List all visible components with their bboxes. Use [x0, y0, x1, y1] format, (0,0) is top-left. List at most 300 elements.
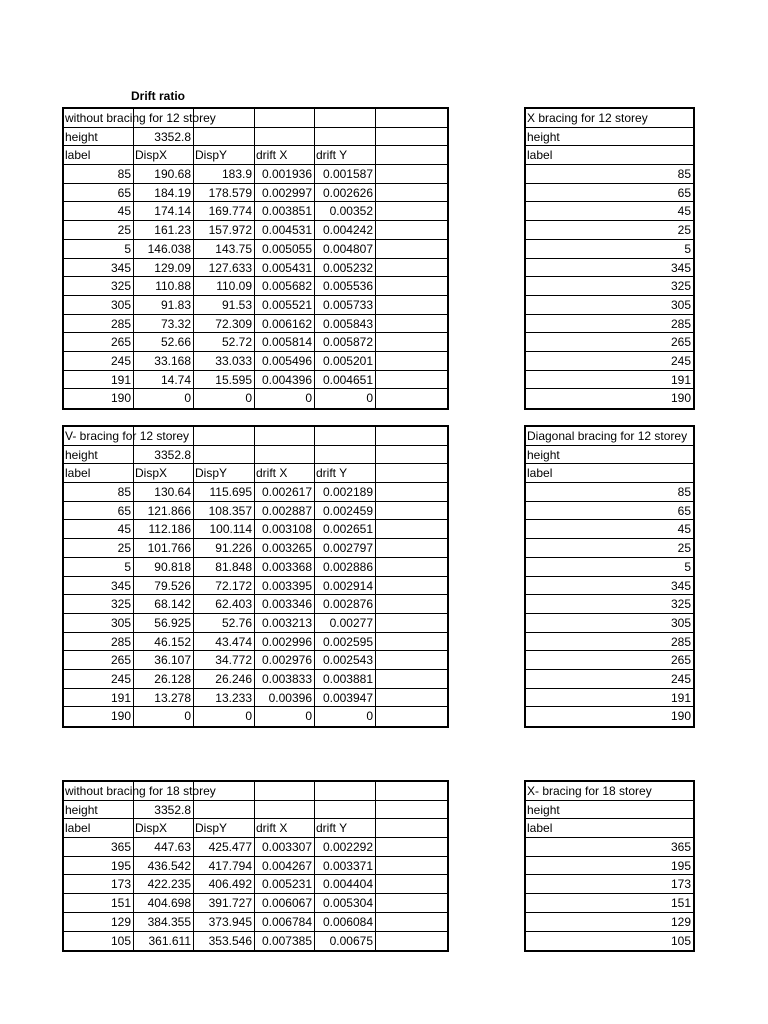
table-cell[interactable]: 0.003395 — [255, 577, 315, 595]
cell[interactable] — [376, 502, 446, 520]
table-cell[interactable]: 73.32 — [134, 315, 194, 333]
table-cell[interactable]: 14.74 — [134, 371, 194, 389]
column-header-dispx[interactable]: DispX — [134, 146, 194, 164]
table-cell[interactable]: 0.002459 — [315, 502, 376, 520]
cell[interactable] — [376, 857, 446, 875]
column-header-dispy[interactable]: DispY — [194, 819, 255, 837]
table-row-cell[interactable]: 129 — [670, 914, 691, 929]
height-label-cell[interactable]: height — [64, 801, 134, 819]
table-cell[interactable]: 191 — [64, 689, 134, 707]
table-row-cell[interactable]: 325 — [670, 279, 691, 294]
table-cell[interactable]: 190 — [64, 707, 134, 726]
column-header-label[interactable]: label — [64, 819, 134, 837]
table-cell[interactable]: 56.925 — [134, 614, 194, 632]
table-row-cell[interactable]: 191 — [670, 690, 691, 705]
table-row-cell[interactable]: 345 — [670, 578, 691, 593]
column-header-driftx[interactable]: drift X — [255, 464, 315, 482]
table-cell[interactable]: 0.006084 — [315, 913, 376, 931]
table-cell[interactable]: 65 — [64, 184, 134, 202]
height-value-cell[interactable]: 3352.8 — [134, 801, 194, 819]
cell[interactable] — [376, 427, 446, 445]
table-row — [526, 259, 693, 278]
caption-row-cell[interactable]: X bracing for 12 storey — [527, 111, 648, 125]
table-row — [526, 875, 693, 894]
table-cell[interactable]: 26.128 — [134, 670, 194, 688]
table-cell[interactable]: 0.006784 — [255, 913, 315, 931]
table-cell[interactable]: 0.005733 — [315, 296, 376, 314]
table-cell[interactable]: 0.003213 — [255, 614, 315, 632]
table-row-cell[interactable]: 191 — [670, 372, 691, 387]
height-row-cell[interactable]: height — [527, 802, 560, 817]
table-cell[interactable]: 85 — [64, 165, 134, 183]
right-table-2 — [524, 425, 695, 728]
table-cell[interactable]: 161.23 — [134, 221, 194, 239]
cell[interactable] — [376, 109, 446, 127]
table-cell[interactable]: 305 — [64, 614, 134, 632]
table-cell[interactable]: 0.005055 — [255, 240, 315, 258]
table-cell[interactable]: 0.005201 — [315, 352, 376, 370]
cell[interactable] — [376, 352, 446, 370]
table-cell[interactable]: 65 — [64, 502, 134, 520]
table-row-cell[interactable]: 5 — [684, 241, 691, 256]
cell[interactable] — [376, 128, 446, 146]
table-cell[interactable]: 345 — [64, 259, 134, 277]
table-cell[interactable]: 0.005496 — [255, 352, 315, 370]
cell[interactable] — [255, 801, 315, 819]
cell[interactable] — [376, 801, 446, 819]
table-cell[interactable]: 0.005304 — [315, 894, 376, 912]
table-cell[interactable]: 0.005682 — [255, 277, 315, 295]
table-cell[interactable]: 105 — [64, 932, 134, 951]
cell[interactable] — [376, 371, 446, 389]
table-cell[interactable]: 91.83 — [134, 296, 194, 314]
table-cell[interactable]: 91.226 — [194, 539, 255, 557]
table-cell[interactable]: 184.19 — [134, 184, 194, 202]
table-row-cell[interactable]: 45 — [677, 522, 691, 537]
table-cell[interactable]: 0.003108 — [255, 520, 315, 538]
table-cell[interactable]: 0.003851 — [255, 202, 315, 220]
cell[interactable] — [376, 913, 446, 931]
table-cell[interactable]: 169.774 — [194, 202, 255, 220]
cell[interactable] — [376, 539, 446, 557]
table-cell[interactable]: 0.004651 — [315, 371, 376, 389]
table-cell[interactable]: 0.00675 — [315, 932, 376, 951]
table-cell[interactable]: 245 — [64, 670, 134, 688]
table-cell[interactable]: 174.14 — [134, 202, 194, 220]
table-cell[interactable]: 33.168 — [134, 352, 194, 370]
cell[interactable] — [376, 838, 446, 856]
table-cell[interactable]: 0.006067 — [255, 894, 315, 912]
table-cell[interactable]: 100.114 — [194, 520, 255, 538]
table-cell[interactable]: 195 — [64, 857, 134, 875]
table-cell[interactable]: 0.004242 — [315, 221, 376, 239]
table-cell[interactable]: 265 — [64, 651, 134, 669]
table-cell[interactable]: 0.001936 — [255, 165, 315, 183]
cell[interactable] — [194, 446, 255, 464]
table-cell[interactable]: 15.595 — [194, 371, 255, 389]
cell[interactable] — [376, 894, 446, 912]
table-cell[interactable]: 13.233 — [194, 689, 255, 707]
caption-row-cell[interactable]: Diagonal bracing for 12 storey — [527, 429, 688, 443]
caption-row — [526, 782, 693, 801]
table-cell[interactable]: 72.172 — [194, 577, 255, 595]
table-row-cell[interactable]: 345 — [670, 260, 691, 275]
table-cell[interactable]: 0.002914 — [315, 577, 376, 595]
height-value-cell[interactable]: 3352.8 — [134, 128, 194, 146]
table-cell[interactable]: 0.004531 — [255, 221, 315, 239]
table-row-cell[interactable]: 65 — [677, 503, 691, 518]
table-cell[interactable]: 26.246 — [194, 670, 255, 688]
table-cell[interactable]: 127.633 — [194, 259, 255, 277]
table-row-cell[interactable]: 190 — [670, 391, 691, 406]
cell[interactable] — [376, 558, 446, 576]
cell[interactable] — [376, 707, 446, 726]
table-cell[interactable]: 157.972 — [194, 221, 255, 239]
column-header-dispx[interactable]: DispX — [134, 464, 194, 482]
table-cell[interactable]: 90.818 — [134, 558, 194, 576]
cell[interactable] — [376, 259, 446, 277]
table-cell[interactable]: 190.68 — [134, 165, 194, 183]
table-cell[interactable]: 0.005232 — [315, 259, 376, 277]
table-cell[interactable]: 0.00396 — [255, 689, 315, 707]
cell[interactable] — [376, 577, 446, 595]
table-cell[interactable]: 110.09 — [194, 277, 255, 295]
cell[interactable] — [376, 614, 446, 632]
cell[interactable] — [376, 202, 446, 220]
cell[interactable] — [315, 446, 376, 464]
table-cell[interactable]: 0.002976 — [255, 651, 315, 669]
table-cell[interactable]: 0 — [315, 707, 376, 726]
table-row — [64, 558, 447, 577]
table-cell[interactable]: 0.002292 — [315, 838, 376, 856]
table-cell[interactable]: 0.002876 — [315, 595, 376, 613]
table-cell[interactable]: 0 — [315, 389, 376, 408]
table-cell[interactable]: 0.003346 — [255, 595, 315, 613]
column-header-driftx[interactable]: drift X — [255, 146, 315, 164]
table-cell[interactable]: 0.003368 — [255, 558, 315, 576]
table-cell[interactable]: 0.002996 — [255, 633, 315, 651]
height-row-cell[interactable]: height — [527, 447, 560, 462]
cell[interactable] — [376, 296, 446, 314]
table-row-cell[interactable]: 195 — [670, 858, 691, 873]
table-cell[interactable]: 0.002595 — [315, 633, 376, 651]
cell[interactable] — [376, 651, 446, 669]
table-cell[interactable]: 0.003947 — [315, 689, 376, 707]
table-cell[interactable]: 417.794 — [194, 857, 255, 875]
table-cell[interactable]: 245 — [64, 352, 134, 370]
table-cell[interactable]: 79.526 — [134, 577, 194, 595]
table-row — [526, 352, 693, 371]
column-header-drifty[interactable]: drift Y — [315, 819, 376, 837]
table-cell[interactable]: 36.107 — [134, 651, 194, 669]
header-row-cell[interactable]: label — [527, 466, 553, 481]
table-cell[interactable]: 384.355 — [134, 913, 194, 931]
table-cell[interactable]: 0.003881 — [315, 670, 376, 688]
table-row-cell[interactable]: 65 — [677, 185, 691, 200]
table-cell[interactable]: 0.005872 — [315, 333, 376, 351]
table-cell[interactable]: 72.309 — [194, 315, 255, 333]
cell[interactable] — [376, 520, 446, 538]
table-cell[interactable]: 447.63 — [134, 838, 194, 856]
table-row — [526, 595, 693, 614]
cell[interactable] — [315, 782, 376, 800]
table-cell[interactable]: 121.866 — [134, 502, 194, 520]
table-cell[interactable]: 0.003833 — [255, 670, 315, 688]
table-cell[interactable]: 0.005521 — [255, 296, 315, 314]
cell[interactable] — [376, 146, 446, 164]
table-cell[interactable]: 0.00277 — [315, 614, 376, 632]
table-cell[interactable]: 101.766 — [134, 539, 194, 557]
table-cell[interactable]: 0.002887 — [255, 502, 315, 520]
table-cell[interactable]: 81.848 — [194, 558, 255, 576]
table-cell[interactable]: 43.474 — [194, 633, 255, 651]
table-row-cell[interactable]: 85 — [677, 485, 691, 500]
table-row-cell[interactable]: 285 — [670, 634, 691, 649]
table-cell[interactable]: 0.002651 — [315, 520, 376, 538]
table-row — [526, 221, 693, 240]
cell[interactable] — [376, 932, 446, 951]
table-cell[interactable]: 0.002189 — [315, 483, 376, 501]
table-row-cell[interactable]: 85 — [677, 167, 691, 182]
table-row-cell[interactable]: 285 — [670, 316, 691, 331]
table-cell[interactable]: 25 — [64, 539, 134, 557]
table-cell[interactable]: 52.72 — [194, 333, 255, 351]
column-header-drifty[interactable]: drift Y — [315, 146, 376, 164]
cell[interactable] — [376, 670, 446, 688]
table-cell[interactable]: 0.002626 — [315, 184, 376, 202]
table-cell[interactable]: 345 — [64, 577, 134, 595]
cell[interactable] — [376, 633, 446, 651]
table-cell[interactable]: 91.53 — [194, 296, 255, 314]
table-row-cell[interactable]: 105 — [670, 933, 691, 948]
table-row-cell[interactable]: 265 — [670, 653, 691, 668]
table-cell[interactable]: 0.004267 — [255, 857, 315, 875]
caption-row-cell[interactable]: X- bracing for 18 storey — [527, 784, 652, 798]
table-cell[interactable]: 0 — [134, 389, 194, 408]
cell[interactable] — [255, 109, 315, 127]
table-cell[interactable]: 0.003265 — [255, 539, 315, 557]
table-cell[interactable]: 0.002886 — [315, 558, 376, 576]
table-cell[interactable]: 5 — [64, 558, 134, 576]
table-row-cell[interactable]: 25 — [677, 541, 691, 556]
cell[interactable] — [315, 427, 376, 445]
table-cell[interactable]: 0.005536 — [315, 277, 376, 295]
table-row — [64, 875, 447, 894]
table-row-cell[interactable]: 245 — [670, 671, 691, 686]
cell[interactable] — [376, 782, 446, 800]
table-cell[interactable]: 52.76 — [194, 614, 255, 632]
cell[interactable] — [315, 109, 376, 127]
column-header-label[interactable]: label — [64, 146, 134, 164]
table-cell[interactable]: 0 — [255, 707, 315, 726]
cell[interactable] — [376, 315, 446, 333]
table-cell[interactable]: 25 — [64, 221, 134, 239]
cell[interactable] — [376, 165, 446, 183]
header-row-cell[interactable]: label — [527, 821, 553, 836]
table-row-cell[interactable]: 190 — [670, 709, 691, 724]
column-header-dispy[interactable]: DispY — [194, 146, 255, 164]
table-row-cell[interactable]: 365 — [670, 840, 691, 855]
table-row-cell[interactable]: 5 — [684, 559, 691, 574]
table-cell[interactable]: 325 — [64, 277, 134, 295]
table-cell[interactable]: 0 — [194, 389, 255, 408]
cell[interactable] — [376, 277, 446, 295]
cell[interactable] — [376, 819, 446, 837]
table-cell[interactable]: 265 — [64, 333, 134, 351]
table-cell[interactable]: 361.611 — [134, 932, 194, 951]
table-cell[interactable]: 0.002617 — [255, 483, 315, 501]
table-cell[interactable]: 0 — [134, 707, 194, 726]
table-cell[interactable]: 45 — [64, 520, 134, 538]
header-row — [64, 819, 447, 838]
table-cell[interactable]: 422.235 — [134, 875, 194, 893]
table-row — [526, 277, 693, 296]
cell[interactable] — [194, 801, 255, 819]
table-cell[interactable]: 285 — [64, 315, 134, 333]
cell[interactable] — [255, 782, 315, 800]
table-cell[interactable]: 110.88 — [134, 277, 194, 295]
column-header-dispx[interactable]: DispX — [134, 819, 194, 837]
cell[interactable] — [315, 801, 376, 819]
table-row-cell[interactable]: 305 — [670, 297, 691, 312]
table-cell[interactable]: 108.357 — [194, 502, 255, 520]
table-cell[interactable]: 0.001587 — [315, 165, 376, 183]
height-label-cell[interactable]: height — [64, 128, 134, 146]
table-cell[interactable]: 129 — [64, 913, 134, 931]
table-cell[interactable]: 146.038 — [134, 240, 194, 258]
cell[interactable] — [255, 446, 315, 464]
table-row-cell[interactable]: 305 — [670, 615, 691, 630]
table-cell[interactable]: 190 — [64, 389, 134, 408]
table-cell[interactable]: 391.727 — [194, 894, 255, 912]
cell[interactable] — [315, 128, 376, 146]
table-cell[interactable]: 45 — [64, 202, 134, 220]
table-cell[interactable]: 173 — [64, 875, 134, 893]
column-header-driftx[interactable]: drift X — [255, 819, 315, 837]
table-row-cell[interactable]: 151 — [670, 896, 691, 911]
table-cell[interactable]: 406.492 — [194, 875, 255, 893]
table-row-cell[interactable]: 173 — [670, 877, 691, 892]
left-table-1 — [62, 107, 449, 410]
cell[interactable] — [194, 128, 255, 146]
table-row-cell[interactable]: 325 — [670, 597, 691, 612]
height-value-cell[interactable]: 3352.8 — [134, 446, 194, 464]
table-row-cell[interactable]: 25 — [677, 223, 691, 238]
header-row — [526, 146, 693, 165]
table-cell[interactable]: 33.033 — [194, 352, 255, 370]
table-cell[interactable]: 285 — [64, 633, 134, 651]
table-cell[interactable]: 13.278 — [134, 689, 194, 707]
table-cell[interactable]: 46.152 — [134, 633, 194, 651]
table-cell[interactable]: 0.003307 — [255, 838, 315, 856]
table-row — [526, 296, 693, 315]
table-cell[interactable]: 425.477 — [194, 838, 255, 856]
cell[interactable] — [376, 464, 446, 482]
cell[interactable] — [376, 240, 446, 258]
table-cell[interactable]: 34.772 — [194, 651, 255, 669]
table-cell[interactable]: 0.005431 — [255, 259, 315, 277]
column-header-drifty[interactable]: drift Y — [315, 464, 376, 482]
table-row — [526, 857, 693, 876]
cell[interactable] — [376, 221, 446, 239]
table-cell[interactable]: 0.002797 — [315, 539, 376, 557]
table-cell[interactable]: 5 — [64, 240, 134, 258]
table-cell[interactable]: 52.66 — [134, 333, 194, 351]
table-cell[interactable]: 0.005231 — [255, 875, 315, 893]
table-row — [64, 932, 447, 951]
table-cell[interactable]: 62.403 — [194, 595, 255, 613]
table-cell[interactable]: 0.003371 — [315, 857, 376, 875]
table-cell[interactable]: 191 — [64, 371, 134, 389]
cell[interactable] — [376, 595, 446, 613]
table-cell[interactable]: 130.64 — [134, 483, 194, 501]
table-cell[interactable]: 0.006162 — [255, 315, 315, 333]
table-cell[interactable]: 0.002543 — [315, 651, 376, 669]
table-cell[interactable]: 0.005814 — [255, 333, 315, 351]
table-cell[interactable]: 0.004396 — [255, 371, 315, 389]
cell[interactable] — [376, 333, 446, 351]
table-cell[interactable]: 325 — [64, 595, 134, 613]
cell[interactable] — [376, 389, 446, 408]
table-caption: without bracing for 18 storey — [65, 784, 216, 798]
cell[interactable] — [194, 427, 255, 445]
cell[interactable] — [376, 689, 446, 707]
cell[interactable] — [255, 128, 315, 146]
table-row — [64, 595, 447, 614]
table-cell[interactable]: 115.695 — [194, 483, 255, 501]
table-cell[interactable]: 0 — [255, 389, 315, 408]
table-cell[interactable]: 85 — [64, 483, 134, 501]
height-label-cell[interactable]: height — [64, 446, 134, 464]
table-cell[interactable]: 353.546 — [194, 932, 255, 951]
table-cell[interactable]: 129.09 — [134, 259, 194, 277]
table-cell[interactable]: 404.698 — [134, 894, 194, 912]
table-row — [526, 670, 693, 689]
column-header-dispy[interactable]: DispY — [194, 464, 255, 482]
table-cell[interactable]: 183.9 — [194, 165, 255, 183]
table-cell[interactable]: 305 — [64, 296, 134, 314]
cell[interactable] — [376, 875, 446, 893]
height-row-cell[interactable]: height — [527, 129, 560, 144]
table-row-cell[interactable]: 265 — [670, 335, 691, 350]
table-cell[interactable]: 0.004807 — [315, 240, 376, 258]
table-row — [64, 277, 447, 296]
cell[interactable] — [376, 446, 446, 464]
table-cell[interactable]: 178.579 — [194, 184, 255, 202]
table-cell[interactable]: 0.004404 — [315, 875, 376, 893]
table-cell[interactable]: 373.945 — [194, 913, 255, 931]
table-cell[interactable]: 143.75 — [194, 240, 255, 258]
table-cell[interactable]: 68.142 — [134, 595, 194, 613]
table-cell[interactable]: 0.005843 — [315, 315, 376, 333]
table-cell[interactable]: 112.186 — [134, 520, 194, 538]
table-cell[interactable]: 0 — [194, 707, 255, 726]
cell[interactable] — [376, 184, 446, 202]
table-cell[interactable]: 151 — [64, 894, 134, 912]
column-header-label[interactable]: label — [64, 464, 134, 482]
table-cell[interactable]: 0.007385 — [255, 932, 315, 951]
header-row-cell[interactable]: label — [527, 148, 553, 163]
table-row-cell[interactable]: 45 — [677, 204, 691, 219]
table-row-cell[interactable]: 245 — [670, 353, 691, 368]
cell[interactable] — [255, 427, 315, 445]
cell[interactable] — [376, 483, 446, 501]
table-cell[interactable]: 365 — [64, 838, 134, 856]
table-row — [526, 483, 693, 502]
table-cell[interactable]: 0.002997 — [255, 184, 315, 202]
table-cell[interactable]: 436.542 — [134, 857, 194, 875]
table-cell[interactable]: 0.00352 — [315, 202, 376, 220]
